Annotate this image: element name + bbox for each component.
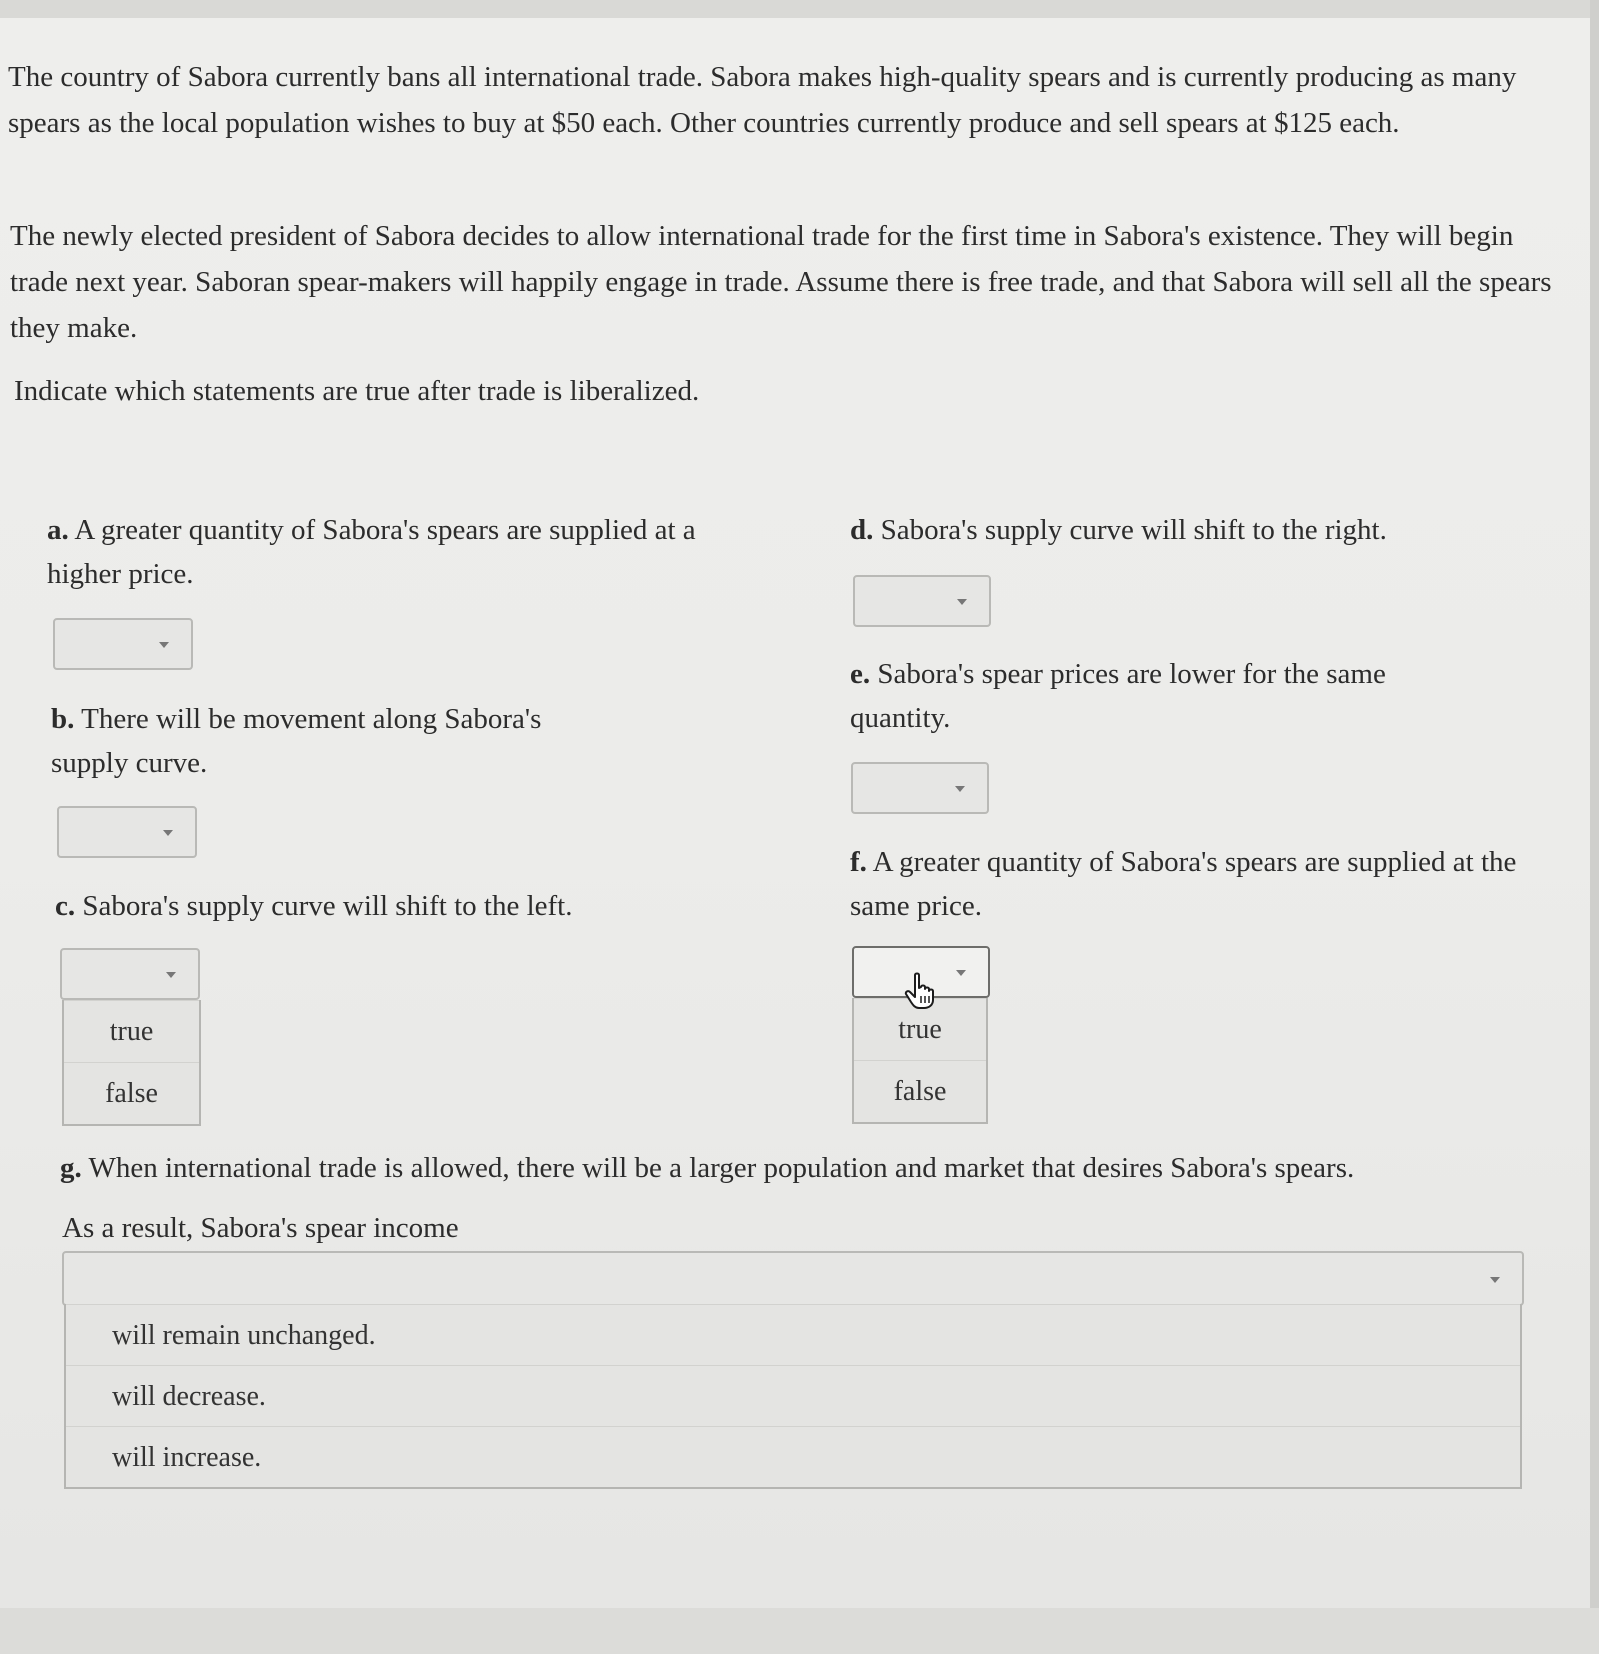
problem-paragraph-2: The newly elected president of Sabora decides to allow international trade for the first time in Sabora's existence. They will begin trade next year. Saboran spear-makers will happily engage in trade. Assume there is free trade, and that Sabora will sell all the spears they make. [10,220,1552,344]
question-e [850,652,1390,740]
question-b-text: There will be movement along Sabora's supply curve. [51,703,542,779]
question-f-menu [852,998,988,1124]
question-c-option-true[interactable]: true [64,1000,199,1062]
question-f [850,840,1570,928]
question-f-option-false[interactable]: false [854,1060,986,1122]
question-f-letter: f. [850,846,867,878]
question-g-menu [64,1304,1522,1489]
chevron-down-icon [159,642,169,648]
chevron-down-icon [166,972,176,978]
question-g-select[interactable] [62,1251,1524,1306]
question-g-option-decrease[interactable]: will decrease. [66,1365,1520,1426]
hand-pointer-icon [903,972,939,1010]
question-c-menu [62,1000,201,1126]
question-c [55,884,755,928]
question-g-option-increase[interactable]: will increase. [66,1426,1520,1487]
question-e-select[interactable] [851,762,989,814]
question-g [60,1146,1560,1190]
question-g-text: When international trade is allowed, there will be a larger population and market that desires Sabora's spears. [88,1152,1355,1184]
question-g-letter: g. [60,1152,82,1184]
question-a-text: A greater quantity of Sabora's spears are supplied at a higher price. [47,514,696,590]
question-e-letter: e. [850,658,871,690]
question-c-select[interactable] [60,948,200,1000]
question-d-letter: d. [850,514,874,546]
question-a-select[interactable] [53,618,193,670]
question-b [51,697,611,785]
question-c-letter: c. [55,890,76,922]
question-g-prompt: As a result, Sabora's spear income [62,1212,459,1244]
chevron-down-icon [957,599,967,605]
chevron-down-icon [163,830,173,836]
question-e-text: Sabora's spear prices are lower for the same quantity. [850,658,1386,734]
bottom-strip [0,1608,1599,1654]
problem-paragraph-1: The country of Sabora currently bans all international trade. Sabora makes high-quality spears and is currently producing as many spears as the local population wishes to buy at $50 each. Other countries currently produce and sell spears at $125 each. [8,61,1517,139]
page-edge [1590,0,1599,1654]
question-a [47,508,747,596]
instruction-text: Indicate which statements are true after trade is liberalized. [14,375,700,407]
question-c-text: Sabora's supply curve will shift to the left. [82,890,573,922]
question-g-option-unchanged[interactable]: will remain unchanged. [66,1304,1520,1365]
question-b-select[interactable] [57,806,197,858]
question-f-text: A greater quantity of Sabora's spears are supplied at the same price. [850,846,1517,922]
chevron-down-icon [1490,1277,1500,1283]
question-f-option-true[interactable]: true [854,998,986,1060]
question-d-select[interactable] [853,575,991,627]
question-d-text: Sabora's supply curve will shift to the right. [880,514,1387,546]
question-b-letter: b. [51,703,75,735]
question-d [850,508,1550,552]
chevron-down-icon [955,786,965,792]
chevron-down-icon [956,970,966,976]
question-c-option-false[interactable]: false [64,1062,199,1124]
question-a-letter: a. [47,514,69,546]
